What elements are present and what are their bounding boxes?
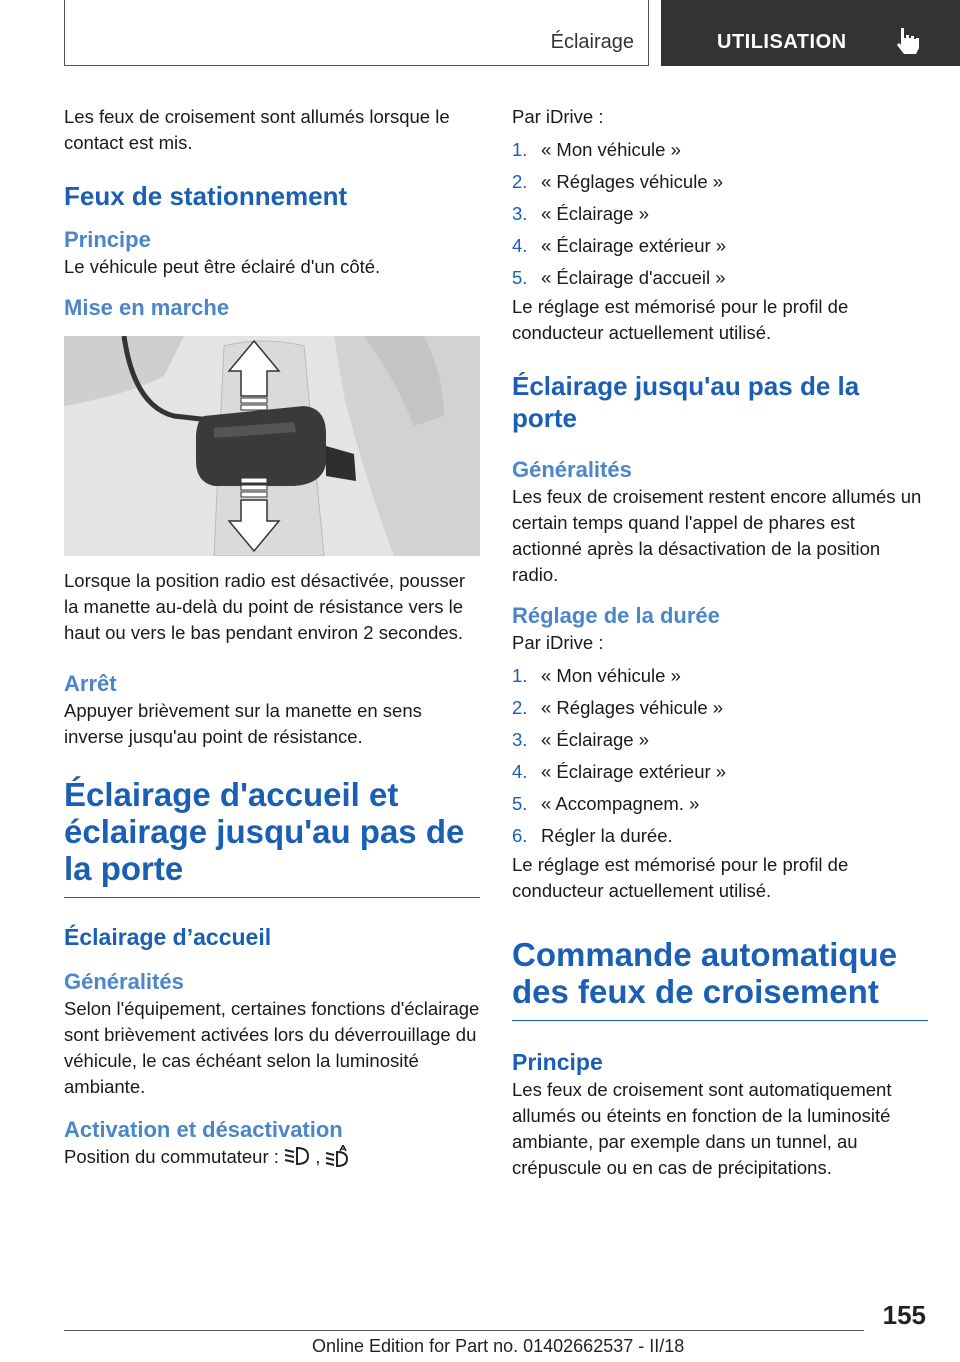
- intro-text: Les feux de croisement sont allumés lorsque le contact est mis.: [64, 106, 450, 153]
- activation-text: Position du commutateur :: [64, 1146, 279, 1167]
- heading-rule: [64, 897, 480, 898]
- home-general-heading: Généralités: [512, 457, 632, 482]
- activation-separator: ,: [315, 1146, 321, 1167]
- list-item: 5. « Accompagnem. »: [512, 793, 700, 814]
- left-column: [64, 104, 480, 1170]
- header-section-box: [661, 0, 960, 66]
- idrive-steps-duration: [512, 660, 928, 852]
- idrive-intro-1: Par iDrive :: [512, 106, 604, 127]
- list-item: 5. « Éclairage d'accueil »: [512, 267, 726, 288]
- chapter-title: Éclairage: [550, 31, 634, 53]
- home-general-text: Les feux de croisement restent encore allumés un certain temps quand l'appel de phares est actionné après la désactivation de la position radio.: [512, 486, 922, 585]
- heading-rule: [512, 1020, 928, 1021]
- auto-principle-text: Les feux de croisement sont automatiquement allumés ou éteints en fonction de la luminosité ambiante, par exemple dans un tunnel, au crépuscule ou en cas de précipitations.: [512, 1079, 892, 1178]
- idrive-steps-welcome: [512, 134, 928, 294]
- page-number: 155: [882, 1300, 926, 1330]
- header-chapter-box: [64, 0, 649, 66]
- list-item: 4. « Éclairage extérieur »: [512, 235, 727, 256]
- pointing-hand-icon: [891, 24, 923, 56]
- lever-drawing: [64, 336, 480, 556]
- welcome-sub-heading: Éclairage d’accueil: [64, 924, 272, 950]
- auto-headlight-switch-icon: [325, 1145, 351, 1167]
- list-item: 1. « Mon véhicule »: [512, 139, 681, 160]
- list-item: 2. « Réglages véhicule »: [512, 171, 724, 192]
- list-item: 3. « Éclairage »: [512, 203, 649, 224]
- idrive-note-1: Le réglage est mémorisé pour le profil de conducteur actuellement utilisé.: [512, 296, 849, 343]
- welcome-lights-heading: Éclairage d'accueil et éclairage jusqu'au pas de la porte: [64, 776, 465, 887]
- idrive-note-2: Le réglage est mémorisé pour le profil de conducteur actuellement utilisé.: [512, 854, 849, 901]
- home-lights-heading: Éclairage jusqu'au pas de la porte: [512, 371, 860, 433]
- parking-on-heading: Mise en marche: [64, 295, 230, 320]
- list-item: 2. « Réglages véhicule »: [512, 697, 724, 718]
- welcome-general-text: Selon l'équipement, certaines fonctions d'éclairage sont brièvement activées lors du déverrouillage du véhicule, le cas échéant selon la luminosité ambiante.: [64, 998, 480, 1097]
- idrive-intro-2: Par iDrive :: [512, 632, 604, 653]
- right-column: [512, 104, 928, 1181]
- parking-principle-heading: Principe: [64, 227, 151, 252]
- edition-text: Online Edition for Part no. 01402662537 - II/18: [312, 1336, 685, 1356]
- parking-off-heading: Arrêt: [64, 671, 117, 696]
- activation-heading: Activation et désactivation: [64, 1117, 343, 1142]
- welcome-general-heading: Généralités: [64, 969, 184, 994]
- parking-on-text: Lorsque la position radio est désactivée, pousser la manette au-delà du point de résistance vers le haut ou vers le bas pendant environ 2 secondes.: [64, 570, 466, 643]
- footer-rule: [64, 1330, 864, 1331]
- duration-heading: Réglage de la durée: [512, 603, 720, 628]
- list-item: 6. Régler la durée.: [512, 825, 673, 846]
- auto-low-beam-heading: Commande automatique des feux de croisement: [512, 936, 898, 1010]
- parking-lights-heading: Feux de stationnement: [64, 181, 348, 211]
- activation-text-line: [64, 1144, 480, 1170]
- turn-signal-lever-illustration: [64, 336, 480, 556]
- section-title: UTILISATION: [717, 31, 847, 53]
- parking-principle-text: Le véhicule peut être éclairé d'un côté.: [64, 256, 381, 277]
- list-item: 1. « Mon véhicule »: [512, 665, 681, 686]
- parking-off-text: Appuyer brièvement sur la manette en sens inverse jusqu'au point de résistance.: [64, 700, 422, 747]
- list-item: 4. « Éclairage extérieur »: [512, 761, 727, 782]
- auto-principle-heading: Principe: [512, 1049, 603, 1075]
- list-item: 3. « Éclairage »: [512, 729, 649, 750]
- low-beam-switch-icon: [284, 1145, 310, 1167]
